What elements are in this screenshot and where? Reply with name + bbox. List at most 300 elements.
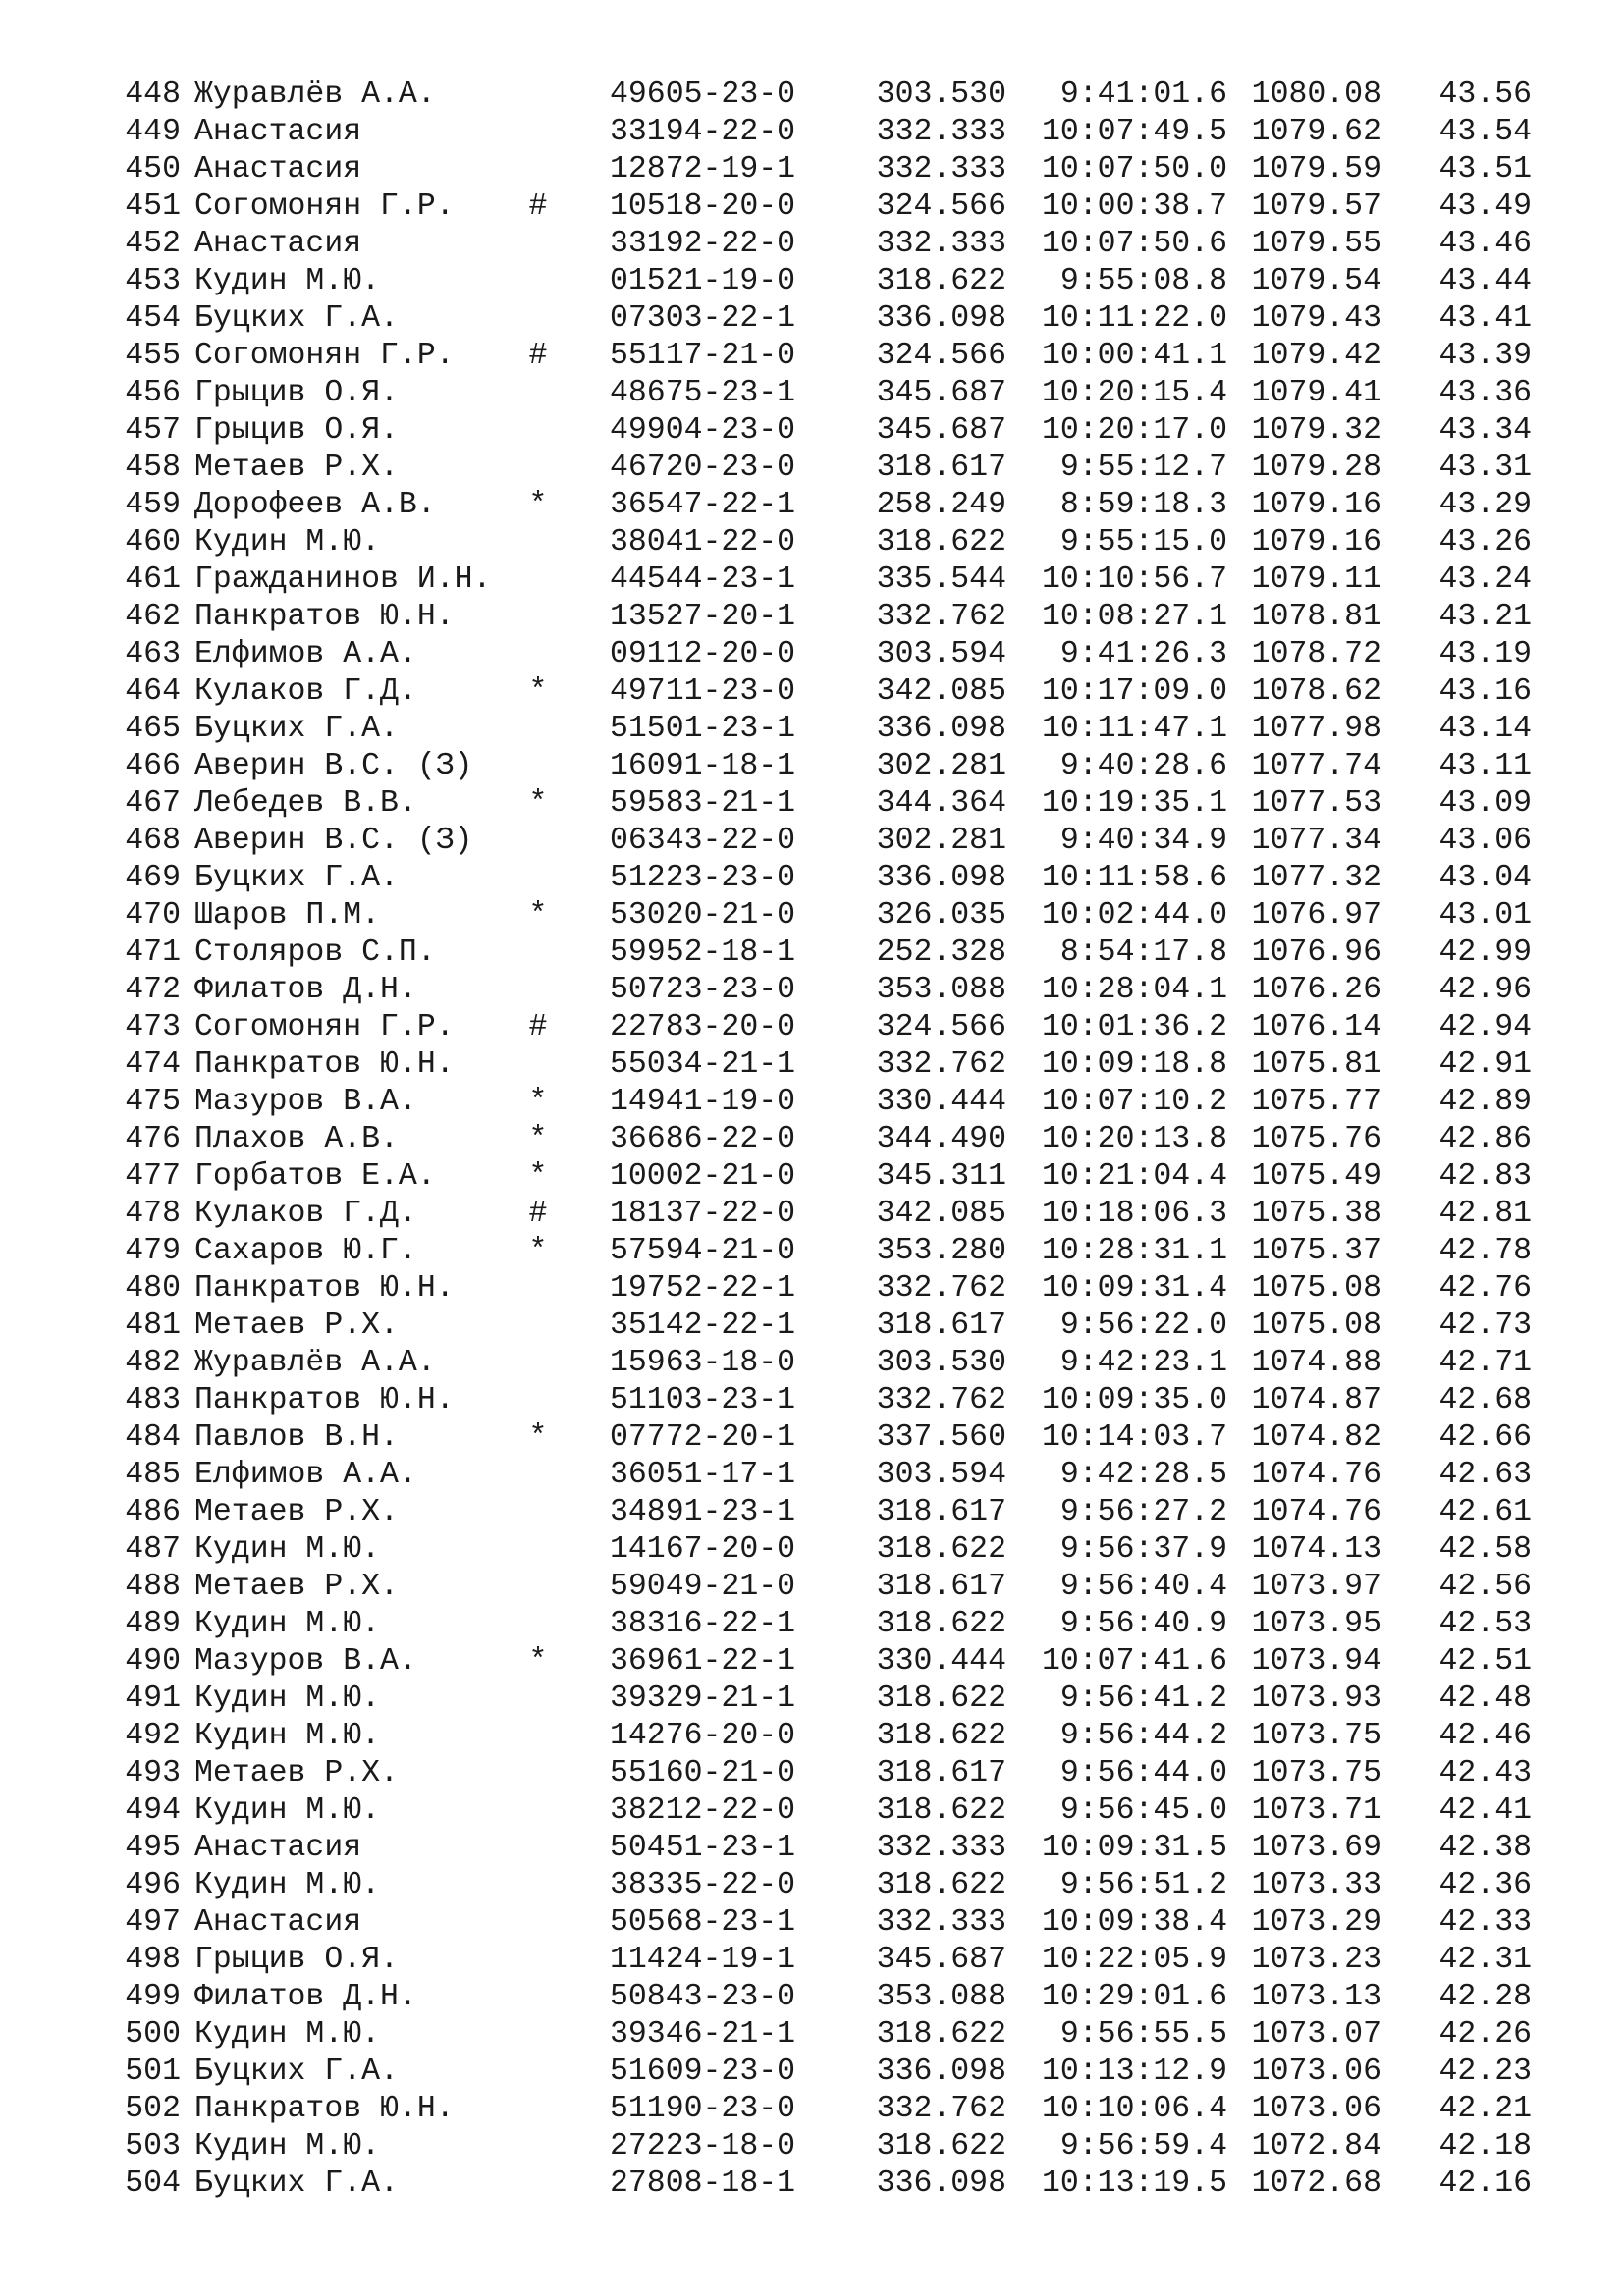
distance: 332.333 (876, 1831, 1006, 1865)
arrival-time: 10:20:13.8 (1041, 1122, 1227, 1156)
coefficient: 42.18 (1438, 2129, 1532, 2163)
place-number: 454 (125, 301, 181, 336)
arrival-time: 10:11:47.1 (1041, 712, 1227, 746)
place-number: 448 (125, 78, 181, 112)
place-number: 474 (125, 1047, 181, 1082)
speed: 1073.69 (1251, 1831, 1381, 1865)
arrival-time: 9:55:15.0 (1059, 525, 1227, 560)
arrival-time: 9:56:40.9 (1059, 1607, 1227, 1641)
table-row (118, 1158, 1551, 1196)
ring-number: 59583-21-1 (610, 786, 796, 821)
table-row (118, 1569, 1551, 1606)
coefficient: 43.11 (1438, 749, 1532, 783)
place-number: 475 (125, 1085, 181, 1119)
ring-number: 55160-21-0 (610, 1756, 796, 1790)
place-number: 478 (125, 1197, 181, 1231)
fancier-name: Кудин М.Ю. (194, 1607, 381, 1641)
arrival-time: 9:40:28.6 (1059, 749, 1227, 783)
ring-number: 51223-23-0 (610, 861, 796, 895)
distance: 318.622 (876, 1532, 1006, 1567)
distance: 332.762 (876, 1383, 1006, 1417)
place-number: 497 (125, 1905, 181, 1940)
speed: 1073.94 (1251, 1644, 1381, 1679)
mark-symbol: # (528, 1197, 548, 1231)
ring-number: 38212-22-0 (610, 1793, 796, 1828)
fancier-name: Грыцив О.Я. (194, 1943, 399, 1977)
speed: 1079.11 (1251, 562, 1381, 597)
speed: 1073.75 (1251, 1756, 1381, 1790)
table-row (118, 77, 1551, 114)
arrival-time: 10:00:38.7 (1041, 189, 1227, 224)
coefficient: 43.19 (1438, 637, 1532, 671)
speed: 1073.13 (1251, 1980, 1381, 2014)
mark-symbol: * (528, 786, 548, 821)
fancier-name: Филатов Д.Н. (194, 973, 417, 1007)
ring-number: 59952-18-1 (610, 935, 796, 970)
coefficient: 42.28 (1438, 1980, 1532, 2014)
distance: 302.281 (876, 824, 1006, 858)
distance: 345.687 (876, 376, 1006, 410)
distance: 318.622 (876, 1793, 1006, 1828)
speed: 1072.84 (1251, 2129, 1381, 2163)
table-row (118, 1345, 1551, 1382)
arrival-time: 9:56:40.4 (1059, 1570, 1227, 1604)
table-row (118, 412, 1551, 450)
speed: 1075.81 (1251, 1047, 1381, 1082)
table-row (118, 1792, 1551, 1830)
table-row (118, 1942, 1551, 1979)
arrival-time: 10:13:19.5 (1041, 2166, 1227, 2201)
distance: 344.364 (876, 786, 1006, 821)
fancier-name: Грыцив О.Я. (194, 413, 399, 448)
table-row (118, 114, 1551, 151)
coefficient: 42.61 (1438, 1495, 1532, 1529)
distance: 318.622 (876, 1682, 1006, 1716)
fancier-name: Кудин М.Ю. (194, 1868, 381, 1902)
ring-number: 55117-21-0 (610, 339, 796, 373)
fancier-name: Анастасия (194, 1905, 362, 1940)
arrival-time: 10:07:41.6 (1041, 1644, 1227, 1679)
mark-symbol: * (528, 1159, 548, 1194)
ring-number: 27223-18-0 (610, 2129, 796, 2163)
place-number: 456 (125, 376, 181, 410)
ring-number: 33192-22-0 (610, 227, 796, 261)
arrival-time: 9:55:08.8 (1059, 264, 1227, 298)
table-row (118, 2128, 1551, 2165)
place-number: 469 (125, 861, 181, 895)
arrival-time: 10:08:27.1 (1041, 600, 1227, 634)
speed: 1075.76 (1251, 1122, 1381, 1156)
distance: 324.566 (876, 1010, 1006, 1044)
distance: 303.530 (876, 78, 1006, 112)
table-row (118, 1457, 1551, 1494)
fancier-name: Согомонян Г.Р. (194, 1010, 455, 1044)
arrival-time: 10:02:44.0 (1041, 898, 1227, 933)
mark-symbol: * (528, 1644, 548, 1679)
speed: 1075.37 (1251, 1234, 1381, 1268)
coefficient: 42.94 (1438, 1010, 1532, 1044)
speed: 1078.81 (1251, 600, 1381, 634)
ring-number: 12872-19-1 (610, 152, 796, 187)
table-row (118, 375, 1551, 412)
fancier-name: Кудин М.Ю. (194, 264, 381, 298)
fancier-name: Павлов В.Н. (194, 1420, 399, 1455)
coefficient: 43.56 (1438, 78, 1532, 112)
place-number: 468 (125, 824, 181, 858)
table-row (118, 2091, 1551, 2128)
ring-number: 38335-22-0 (610, 1868, 796, 1902)
fancier-name: Панкратов Ю.Н. (194, 1383, 455, 1417)
fancier-name: Анастасия (194, 1831, 362, 1865)
fancier-name: Согомонян Г.Р. (194, 189, 455, 224)
speed: 1077.98 (1251, 712, 1381, 746)
coefficient: 43.29 (1438, 488, 1532, 522)
ring-number: 50723-23-0 (610, 973, 796, 1007)
mark-symbol: * (528, 1234, 548, 1268)
speed: 1073.23 (1251, 1943, 1381, 1977)
mark-symbol: * (528, 1420, 548, 1455)
table-row (118, 450, 1551, 487)
arrival-time: 10:11:22.0 (1041, 301, 1227, 336)
place-number: 473 (125, 1010, 181, 1044)
distance: 336.098 (876, 861, 1006, 895)
distance: 342.085 (876, 1197, 1006, 1231)
speed: 1078.62 (1251, 674, 1381, 709)
mark-symbol: * (528, 488, 548, 522)
table-row (118, 1270, 1551, 1308)
place-number: 463 (125, 637, 181, 671)
ring-number: 38041-22-0 (610, 525, 796, 560)
fancier-name: Журавлёв А.А. (194, 1346, 436, 1380)
coefficient: 43.49 (1438, 189, 1532, 224)
ring-number: 39346-21-1 (610, 2017, 796, 2052)
fancier-name: Грыцив О.Я. (194, 376, 399, 410)
place-number: 504 (125, 2166, 181, 2201)
arrival-time: 10:11:58.6 (1041, 861, 1227, 895)
table-row (118, 897, 1551, 934)
arrival-time: 10:19:35.1 (1041, 786, 1227, 821)
place-number: 462 (125, 600, 181, 634)
table-row (118, 561, 1551, 599)
coefficient: 42.83 (1438, 1159, 1532, 1194)
ring-number: 59049-21-0 (610, 1570, 796, 1604)
place-number: 451 (125, 189, 181, 224)
arrival-time: 9:56:45.0 (1059, 1793, 1227, 1828)
arrival-time: 9:56:51.2 (1059, 1868, 1227, 1902)
fancier-name: Анастасия (194, 115, 362, 149)
table-row (118, 673, 1551, 711)
coefficient: 43.24 (1438, 562, 1532, 597)
coefficient: 42.23 (1438, 2055, 1532, 2089)
fancier-name: Кудин М.Ю. (194, 525, 381, 560)
arrival-time: 10:09:18.8 (1041, 1047, 1227, 1082)
speed: 1073.75 (1251, 1719, 1381, 1753)
coefficient: 42.26 (1438, 2017, 1532, 2052)
table-row (118, 599, 1551, 636)
coefficient: 42.68 (1438, 1383, 1532, 1417)
coefficient: 43.36 (1438, 376, 1532, 410)
speed: 1078.72 (1251, 637, 1381, 671)
speed: 1073.71 (1251, 1793, 1381, 1828)
distance: 303.594 (876, 1458, 1006, 1492)
distance: 345.687 (876, 1943, 1006, 1977)
ring-number: 53020-21-0 (610, 898, 796, 933)
distance: 318.622 (876, 2017, 1006, 2052)
distance: 252.328 (876, 935, 1006, 970)
fancier-name: Буцких Г.А. (194, 301, 399, 336)
speed: 1073.93 (1251, 1682, 1381, 1716)
ring-number: 49711-23-0 (610, 674, 796, 709)
fancier-name: Метаев Р.Х. (194, 1570, 399, 1604)
coefficient: 42.58 (1438, 1532, 1532, 1567)
place-number: 450 (125, 152, 181, 187)
distance: 345.311 (876, 1159, 1006, 1194)
coefficient: 42.66 (1438, 1420, 1532, 1455)
ring-number: 50451-23-1 (610, 1831, 796, 1865)
ring-number: 46720-23-0 (610, 451, 796, 485)
fancier-name: Кудин М.Ю. (194, 2017, 381, 2052)
coefficient: 42.51 (1438, 1644, 1532, 1679)
arrival-time: 10:18:06.3 (1041, 1197, 1227, 1231)
speed: 1076.26 (1251, 973, 1381, 1007)
arrival-time: 10:07:10.2 (1041, 1085, 1227, 1119)
speed: 1077.32 (1251, 861, 1381, 895)
coefficient: 43.34 (1438, 413, 1532, 448)
arrival-time: 9:40:34.9 (1059, 824, 1227, 858)
arrival-time: 8:54:17.8 (1059, 935, 1227, 970)
ring-number: 16091-18-1 (610, 749, 796, 783)
speed: 1079.54 (1251, 264, 1381, 298)
place-number: 467 (125, 786, 181, 821)
distance: 336.098 (876, 712, 1006, 746)
place-number: 479 (125, 1234, 181, 1268)
ring-number: 33194-22-0 (610, 115, 796, 149)
speed: 1073.95 (1251, 1607, 1381, 1641)
place-number: 483 (125, 1383, 181, 1417)
place-number: 498 (125, 1943, 181, 1977)
distance: 332.762 (876, 1271, 1006, 1306)
speed: 1077.34 (1251, 824, 1381, 858)
arrival-time: 10:21:04.4 (1041, 1159, 1227, 1194)
mark-symbol: * (528, 674, 548, 709)
fancier-name: Сахаров Ю.Г. (194, 1234, 417, 1268)
ring-number: 10518-20-0 (610, 189, 796, 224)
coefficient: 42.16 (1438, 2166, 1532, 2201)
coefficient: 42.41 (1438, 1793, 1532, 1828)
arrival-time: 10:28:31.1 (1041, 1234, 1227, 1268)
place-number: 489 (125, 1607, 181, 1641)
fancier-name: Журавлёв А.А. (194, 78, 436, 112)
fancier-name: Буцких Г.А. (194, 2055, 399, 2089)
ring-number: 36547-22-1 (610, 488, 796, 522)
table-row (118, 151, 1551, 188)
coefficient: 43.21 (1438, 600, 1532, 634)
speed: 1074.76 (1251, 1495, 1381, 1529)
table-row (118, 1419, 1551, 1457)
table-row (118, 972, 1551, 1009)
fancier-name: Аверин В.С. (З) (194, 824, 473, 858)
ring-number: 18137-22-0 (610, 1197, 796, 1231)
place-number: 496 (125, 1868, 181, 1902)
coefficient: 42.99 (1438, 935, 1532, 970)
speed: 1079.32 (1251, 413, 1381, 448)
mark-symbol: * (528, 1122, 548, 1156)
place-number: 460 (125, 525, 181, 560)
coefficient: 42.76 (1438, 1271, 1532, 1306)
table-row (118, 487, 1551, 524)
table-row (118, 1233, 1551, 1270)
ring-number: 14941-19-0 (610, 1085, 796, 1119)
coefficient: 42.36 (1438, 1868, 1532, 1902)
speed: 1074.88 (1251, 1346, 1381, 1380)
speed: 1075.08 (1251, 1271, 1381, 1306)
ring-number: 50568-23-1 (610, 1905, 796, 1940)
coefficient: 43.26 (1438, 525, 1532, 560)
distance: 318.622 (876, 264, 1006, 298)
coefficient: 42.46 (1438, 1719, 1532, 1753)
arrival-time: 10:00:41.1 (1041, 339, 1227, 373)
fancier-name: Кудин М.Ю. (194, 1793, 381, 1828)
distance: 326.035 (876, 898, 1006, 933)
fancier-name: Анастасия (194, 227, 362, 261)
mark-symbol: # (528, 189, 548, 224)
distance: 335.544 (876, 562, 1006, 597)
coefficient: 43.46 (1438, 227, 1532, 261)
place-number: 481 (125, 1308, 181, 1343)
arrival-time: 10:22:05.9 (1041, 1943, 1227, 1977)
table-row (118, 1979, 1551, 2016)
distance: 318.622 (876, 1719, 1006, 1753)
coefficient: 42.43 (1438, 1756, 1532, 1790)
speed: 1079.57 (1251, 189, 1381, 224)
distance: 324.566 (876, 339, 1006, 373)
distance: 324.566 (876, 189, 1006, 224)
coefficient: 42.31 (1438, 1943, 1532, 1977)
distance: 336.098 (876, 2166, 1006, 2201)
arrival-time: 9:41:26.3 (1059, 637, 1227, 671)
arrival-time: 10:07:50.0 (1041, 152, 1227, 187)
fancier-name: Метаев Р.Х. (194, 451, 399, 485)
speed: 1073.06 (1251, 2055, 1381, 2089)
fancier-name: Филатов Д.Н. (194, 1980, 417, 2014)
coefficient: 42.21 (1438, 2092, 1532, 2126)
ring-number: 49605-23-0 (610, 78, 796, 112)
place-number: 464 (125, 674, 181, 709)
speed: 1079.62 (1251, 115, 1381, 149)
place-number: 502 (125, 2092, 181, 2126)
coefficient: 43.41 (1438, 301, 1532, 336)
table-row (118, 1494, 1551, 1531)
arrival-time: 9:56:59.4 (1059, 2129, 1227, 2163)
speed: 1079.42 (1251, 339, 1381, 373)
speed: 1074.82 (1251, 1420, 1381, 1455)
distance: 336.098 (876, 2055, 1006, 2089)
table-row (118, 823, 1551, 860)
place-number: 492 (125, 1719, 181, 1753)
coefficient: 42.48 (1438, 1682, 1532, 1716)
fancier-name: Анастасия (194, 152, 362, 187)
ring-number: 35142-22-1 (610, 1308, 796, 1343)
distance: 318.617 (876, 1570, 1006, 1604)
distance: 332.762 (876, 600, 1006, 634)
ring-number: 14276-20-0 (610, 1719, 796, 1753)
speed: 1079.28 (1251, 451, 1381, 485)
speed: 1076.14 (1251, 1010, 1381, 1044)
place-number: 501 (125, 2055, 181, 2089)
distance: 318.622 (876, 1868, 1006, 1902)
fancier-name: Согомонян Г.Р. (194, 339, 455, 373)
table-row (118, 1755, 1551, 1792)
speed: 1075.08 (1251, 1308, 1381, 1343)
coefficient: 43.51 (1438, 152, 1532, 187)
fancier-name: Кудин М.Ю. (194, 2129, 381, 2163)
table-row (118, 338, 1551, 375)
place-number: 493 (125, 1756, 181, 1790)
place-number: 459 (125, 488, 181, 522)
ring-number: 51103-23-1 (610, 1383, 796, 1417)
speed: 1075.49 (1251, 1159, 1381, 1194)
coefficient: 42.78 (1438, 1234, 1532, 1268)
speed: 1077.53 (1251, 786, 1381, 821)
results-table (118, 77, 1551, 2203)
distance: 302.281 (876, 749, 1006, 783)
table-row (118, 2165, 1551, 2203)
coefficient: 43.39 (1438, 339, 1532, 373)
fancier-name: Лебедев В.В. (194, 786, 417, 821)
place-number: 458 (125, 451, 181, 485)
coefficient: 43.31 (1438, 451, 1532, 485)
place-number: 494 (125, 1793, 181, 1828)
distance: 353.280 (876, 1234, 1006, 1268)
arrival-time: 10:09:31.4 (1041, 1271, 1227, 1306)
coefficient: 43.54 (1438, 115, 1532, 149)
distance: 336.098 (876, 301, 1006, 336)
table-row (118, 860, 1551, 897)
distance: 353.088 (876, 973, 1006, 1007)
table-row (118, 934, 1551, 972)
arrival-time: 10:28:04.1 (1041, 973, 1227, 1007)
fancier-name: Плахов А.В. (194, 1122, 399, 1156)
speed: 1073.06 (1251, 2092, 1381, 2126)
ring-number: 13527-20-1 (610, 600, 796, 634)
arrival-time: 9:42:28.5 (1059, 1458, 1227, 1492)
ring-number: 27808-18-1 (610, 2166, 796, 2201)
place-number: 485 (125, 1458, 181, 1492)
distance: 303.594 (876, 637, 1006, 671)
arrival-time: 9:42:23.1 (1059, 1346, 1227, 1380)
fancier-name: Метаев Р.Х. (194, 1756, 399, 1790)
place-number: 480 (125, 1271, 181, 1306)
coefficient: 42.71 (1438, 1346, 1532, 1380)
arrival-time: 10:01:36.2 (1041, 1010, 1227, 1044)
arrival-time: 10:09:31.5 (1041, 1831, 1227, 1865)
place-number: 461 (125, 562, 181, 597)
mark-symbol: * (528, 898, 548, 933)
table-row (118, 785, 1551, 823)
table-row (118, 1643, 1551, 1681)
distance: 345.687 (876, 413, 1006, 448)
fancier-name: Мазуров В.А. (194, 1085, 417, 1119)
table-row (118, 1121, 1551, 1158)
ring-number: 07303-22-1 (610, 301, 796, 336)
place-number: 471 (125, 935, 181, 970)
distance: 342.085 (876, 674, 1006, 709)
arrival-time: 10:14:03.7 (1041, 1420, 1227, 1455)
coefficient: 42.56 (1438, 1570, 1532, 1604)
place-number: 472 (125, 973, 181, 1007)
place-number: 490 (125, 1644, 181, 1679)
fancier-name: Панкратов Ю.Н. (194, 1271, 455, 1306)
